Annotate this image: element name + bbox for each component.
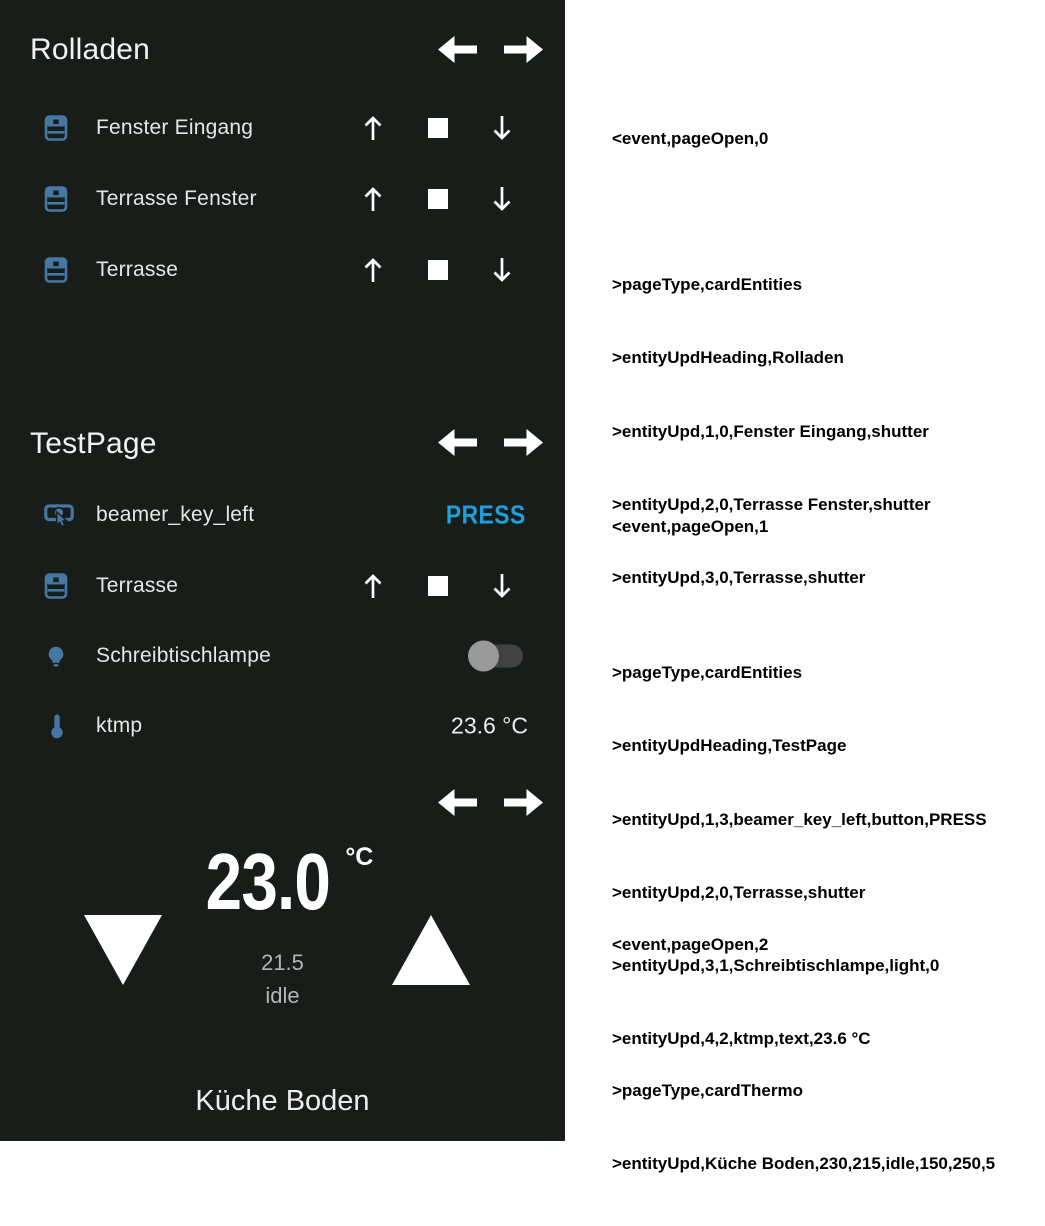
arrow-left-icon: [438, 786, 477, 819]
entity-label: Terrasse: [96, 574, 179, 597]
thermostat-title: Küche Boden: [195, 1085, 370, 1117]
log-line: >pageType,cardThermo: [612, 1081, 803, 1101]
arrow-right-icon: [504, 786, 543, 819]
log-line: >entityUpd,2,0,Terrasse Fenster,shutter: [612, 494, 931, 514]
entity-label: Terrasse Fenster: [96, 187, 257, 210]
log-line: >entityUpd,3,0,Terrasse,shutter: [612, 568, 866, 588]
page-title: Rolladen: [30, 33, 151, 66]
log-event-line: <event,pageOpen,2: [612, 934, 769, 954]
log-line: >entityUpd,3,1,Schreibtischlampe,light,0: [612, 956, 940, 976]
log-line: >entityUpdHeading,Rolladen: [612, 348, 844, 368]
press-button[interactable]: PRESS: [446, 499, 526, 530]
setpoint-value: 21.5: [261, 950, 304, 975]
log-line: >pageType,cardEntities: [612, 275, 803, 295]
log-gap: [612, 200, 931, 224]
entity-label: Schreibtischlampe: [96, 644, 271, 667]
log-line: >entityUpd,Küche Boden,230,215,idle,150,250,5: [612, 1154, 996, 1174]
log-line: >entityUpdHeading,TestPage: [612, 736, 847, 756]
log-event-line: <event,pageOpen,1: [612, 516, 769, 536]
log-line: >entityUpd,1,3,beamer_key_left,button,PRESS: [612, 809, 987, 829]
entity-label: Fenster Eingang: [96, 116, 254, 139]
log-event-line: <event,pageOpen,0: [612, 128, 769, 148]
log-line: >entityUpd,1,0,Fenster Eingang,shutter: [612, 421, 929, 441]
log-line: >pageType,cardEntities: [612, 663, 803, 683]
next-page-button[interactable]: [504, 786, 543, 819]
entity-label: beamer_key_left: [96, 503, 255, 526]
entity-label: ktmp: [96, 714, 143, 737]
temperature-unit: °C: [345, 843, 374, 871]
temperature-value: 23.0: [205, 837, 330, 926]
log-gap: [612, 1006, 995, 1030]
hvac-state: idle: [265, 983, 300, 1008]
page-title: TestPage: [30, 427, 157, 460]
sensor-value: 23.6 °C: [451, 712, 528, 739]
log-line: >entityUpd,4,2,ktmp,text,23.6 °C: [612, 1029, 871, 1049]
log-block-page2: [612, 884, 995, 1226]
log-line: >entityUpd,2,0,Terrasse,shutter: [612, 882, 866, 902]
entity-label: Terrasse: [96, 258, 179, 281]
prev-page-button[interactable]: [438, 786, 477, 819]
log-gap: [612, 588, 987, 612]
current-temperature: [0, 837, 565, 926]
